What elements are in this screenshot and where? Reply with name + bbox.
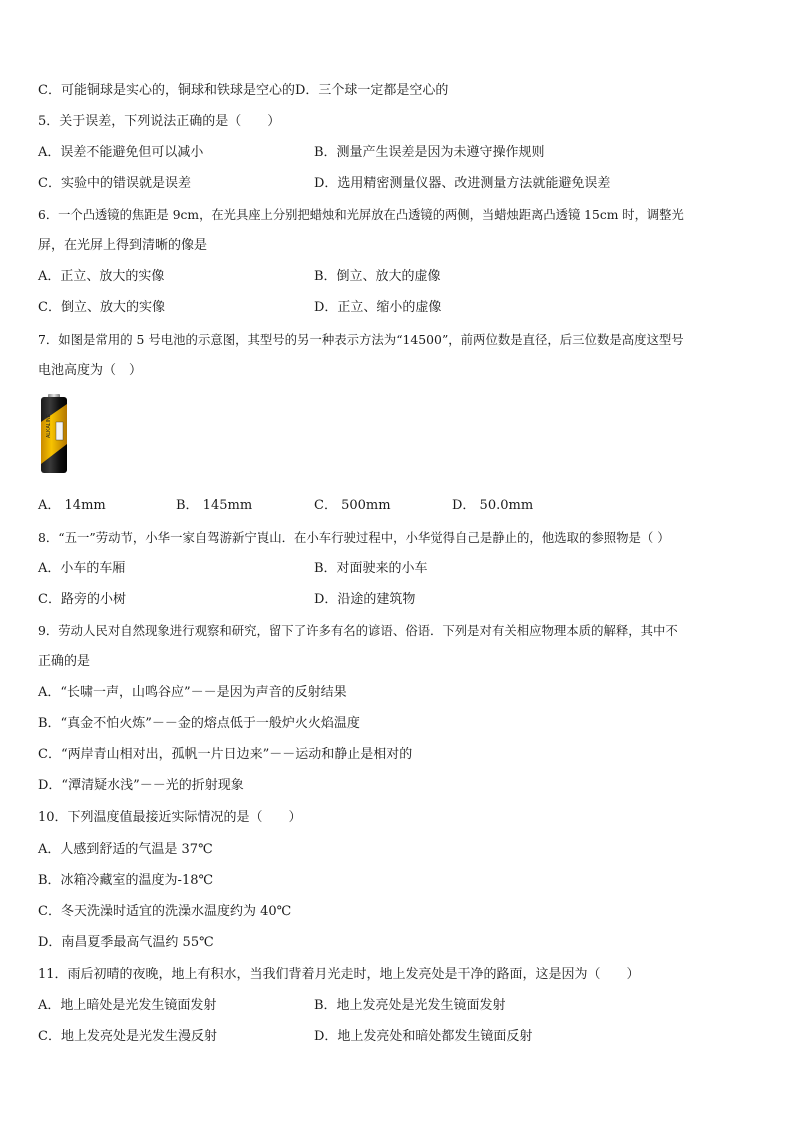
q6-option-b: B．倒立、放大的虚像: [314, 269, 441, 284]
q6-stem-line1: 6．一个凸透镜的焦距是 9cm，在光具座上分别把蜡烛和光屏放在凸透镜的两侧，当蜡烛距离凸透镜 15cm 时，调整光: [38, 208, 684, 222]
q7-option-a: A． 14mm: [38, 498, 106, 513]
q10-option-d: D．南昌夏季最高气温约 55℃: [38, 935, 214, 950]
q10-option-c: C．冬天洗澡时适宜的洗澡水温度约为 40℃: [38, 904, 292, 919]
q6-stem-line2: 屏，在光屏上得到清晰的像是: [38, 238, 208, 253]
q11-option-a: A．地上暗处是光发生镜面发射: [38, 998, 217, 1013]
q9-stem-line2: 正确的是: [38, 654, 91, 669]
q7-option-d: D． 50.0mm: [452, 498, 534, 513]
q8-stem: 8．“五一”劳动节，小华一家自驾游新宁崀山．在小车行驶过程中，小华觉得自己是静止的，他选取的参照物是（ ）: [38, 530, 670, 545]
q6-option-a: A．正立、放大的实像: [38, 269, 165, 284]
q8-option-a: A．小车的车厢: [38, 561, 126, 576]
q5-option-d: D．选用精密测量仪器、改进测量方法就能避免误差: [314, 176, 611, 191]
q10-option-b: B．冰箱冷藏室的温度为-18℃: [38, 873, 214, 888]
q6-option-c: C．倒立、放大的实像: [38, 300, 165, 315]
q7-option-b: B． 145mm: [176, 498, 253, 513]
q8-option-d: D．沿途的建筑物: [314, 592, 416, 607]
q5-option-c: C．实验中的错误就是误差: [38, 176, 191, 191]
q9-option-b: B．“真金不怕火炼”－－金的熔点低于一般炉火火焰温度: [38, 716, 360, 731]
q5-option-a: A．误差不能避免但可以减小: [38, 145, 204, 160]
q10-option-a: A．人感到舒适的气温是 37℃: [38, 842, 213, 857]
q8-option-b: B．对面驶来的小车: [314, 561, 428, 576]
q11-option-c: C．地上发亮处是光发生漫反射: [38, 1029, 217, 1044]
q8-option-c: C．路旁的小树: [38, 592, 126, 607]
q9-option-a: A．“长啸一声，山鸣谷应”－－是因为声音的反射结果: [38, 685, 347, 700]
q6-option-d: D．正立、缩小的虚像: [314, 300, 442, 315]
q11-option-d: D．地上发亮处和暗处都发生镜面反射: [314, 1029, 533, 1044]
q11-stem: 11．雨后初晴的夜晚，地上有积水，当我们背着月光走时，地上发亮处是干净的路面，这是因为（ ）: [38, 967, 640, 982]
q9-option-c: C．“两岸青山相对出，孤帆一片日边来”－－运动和静止是相对的: [38, 747, 413, 762]
q11-option-b: B．地上发亮处是光发生镜面发射: [314, 998, 506, 1013]
q7-stem-line1: 7．如图是常用的 5 号电池的示意图，其型号的另一种表示方法为“14500”，前两位数是直径，后三位数是高度这型号: [38, 332, 684, 347]
battery-tag: [56, 422, 63, 440]
q9-stem-line1: 9．劳动人民对自然现象进行观察和研究，留下了许多有名的谚语、俗语．下列是对有关相应物理本质的解释，其中不: [38, 623, 678, 638]
q7-stem-line2: 电池高度为（ ）: [38, 363, 143, 378]
q5-stem: 5．关于误差，下列说法正确的是（ ）: [38, 114, 281, 129]
battery-image: [38, 394, 70, 474]
battery-brand-text: ALKALINE: [46, 414, 52, 438]
q7-option-c: C． 500mm: [314, 498, 391, 513]
q5-option-b: B．测量产生误差是因为未遵守操作规则: [314, 145, 545, 160]
q10-stem: 10．下列温度值最接近实际情况的是（ ）: [38, 810, 302, 825]
q4-option-line: C．可能铜球是实心的，铜球和铁球是空心的D．三个球一定都是空心的: [38, 83, 449, 98]
q9-option-d: D．“潭清疑水浅”－－光的折射现象: [38, 778, 244, 793]
